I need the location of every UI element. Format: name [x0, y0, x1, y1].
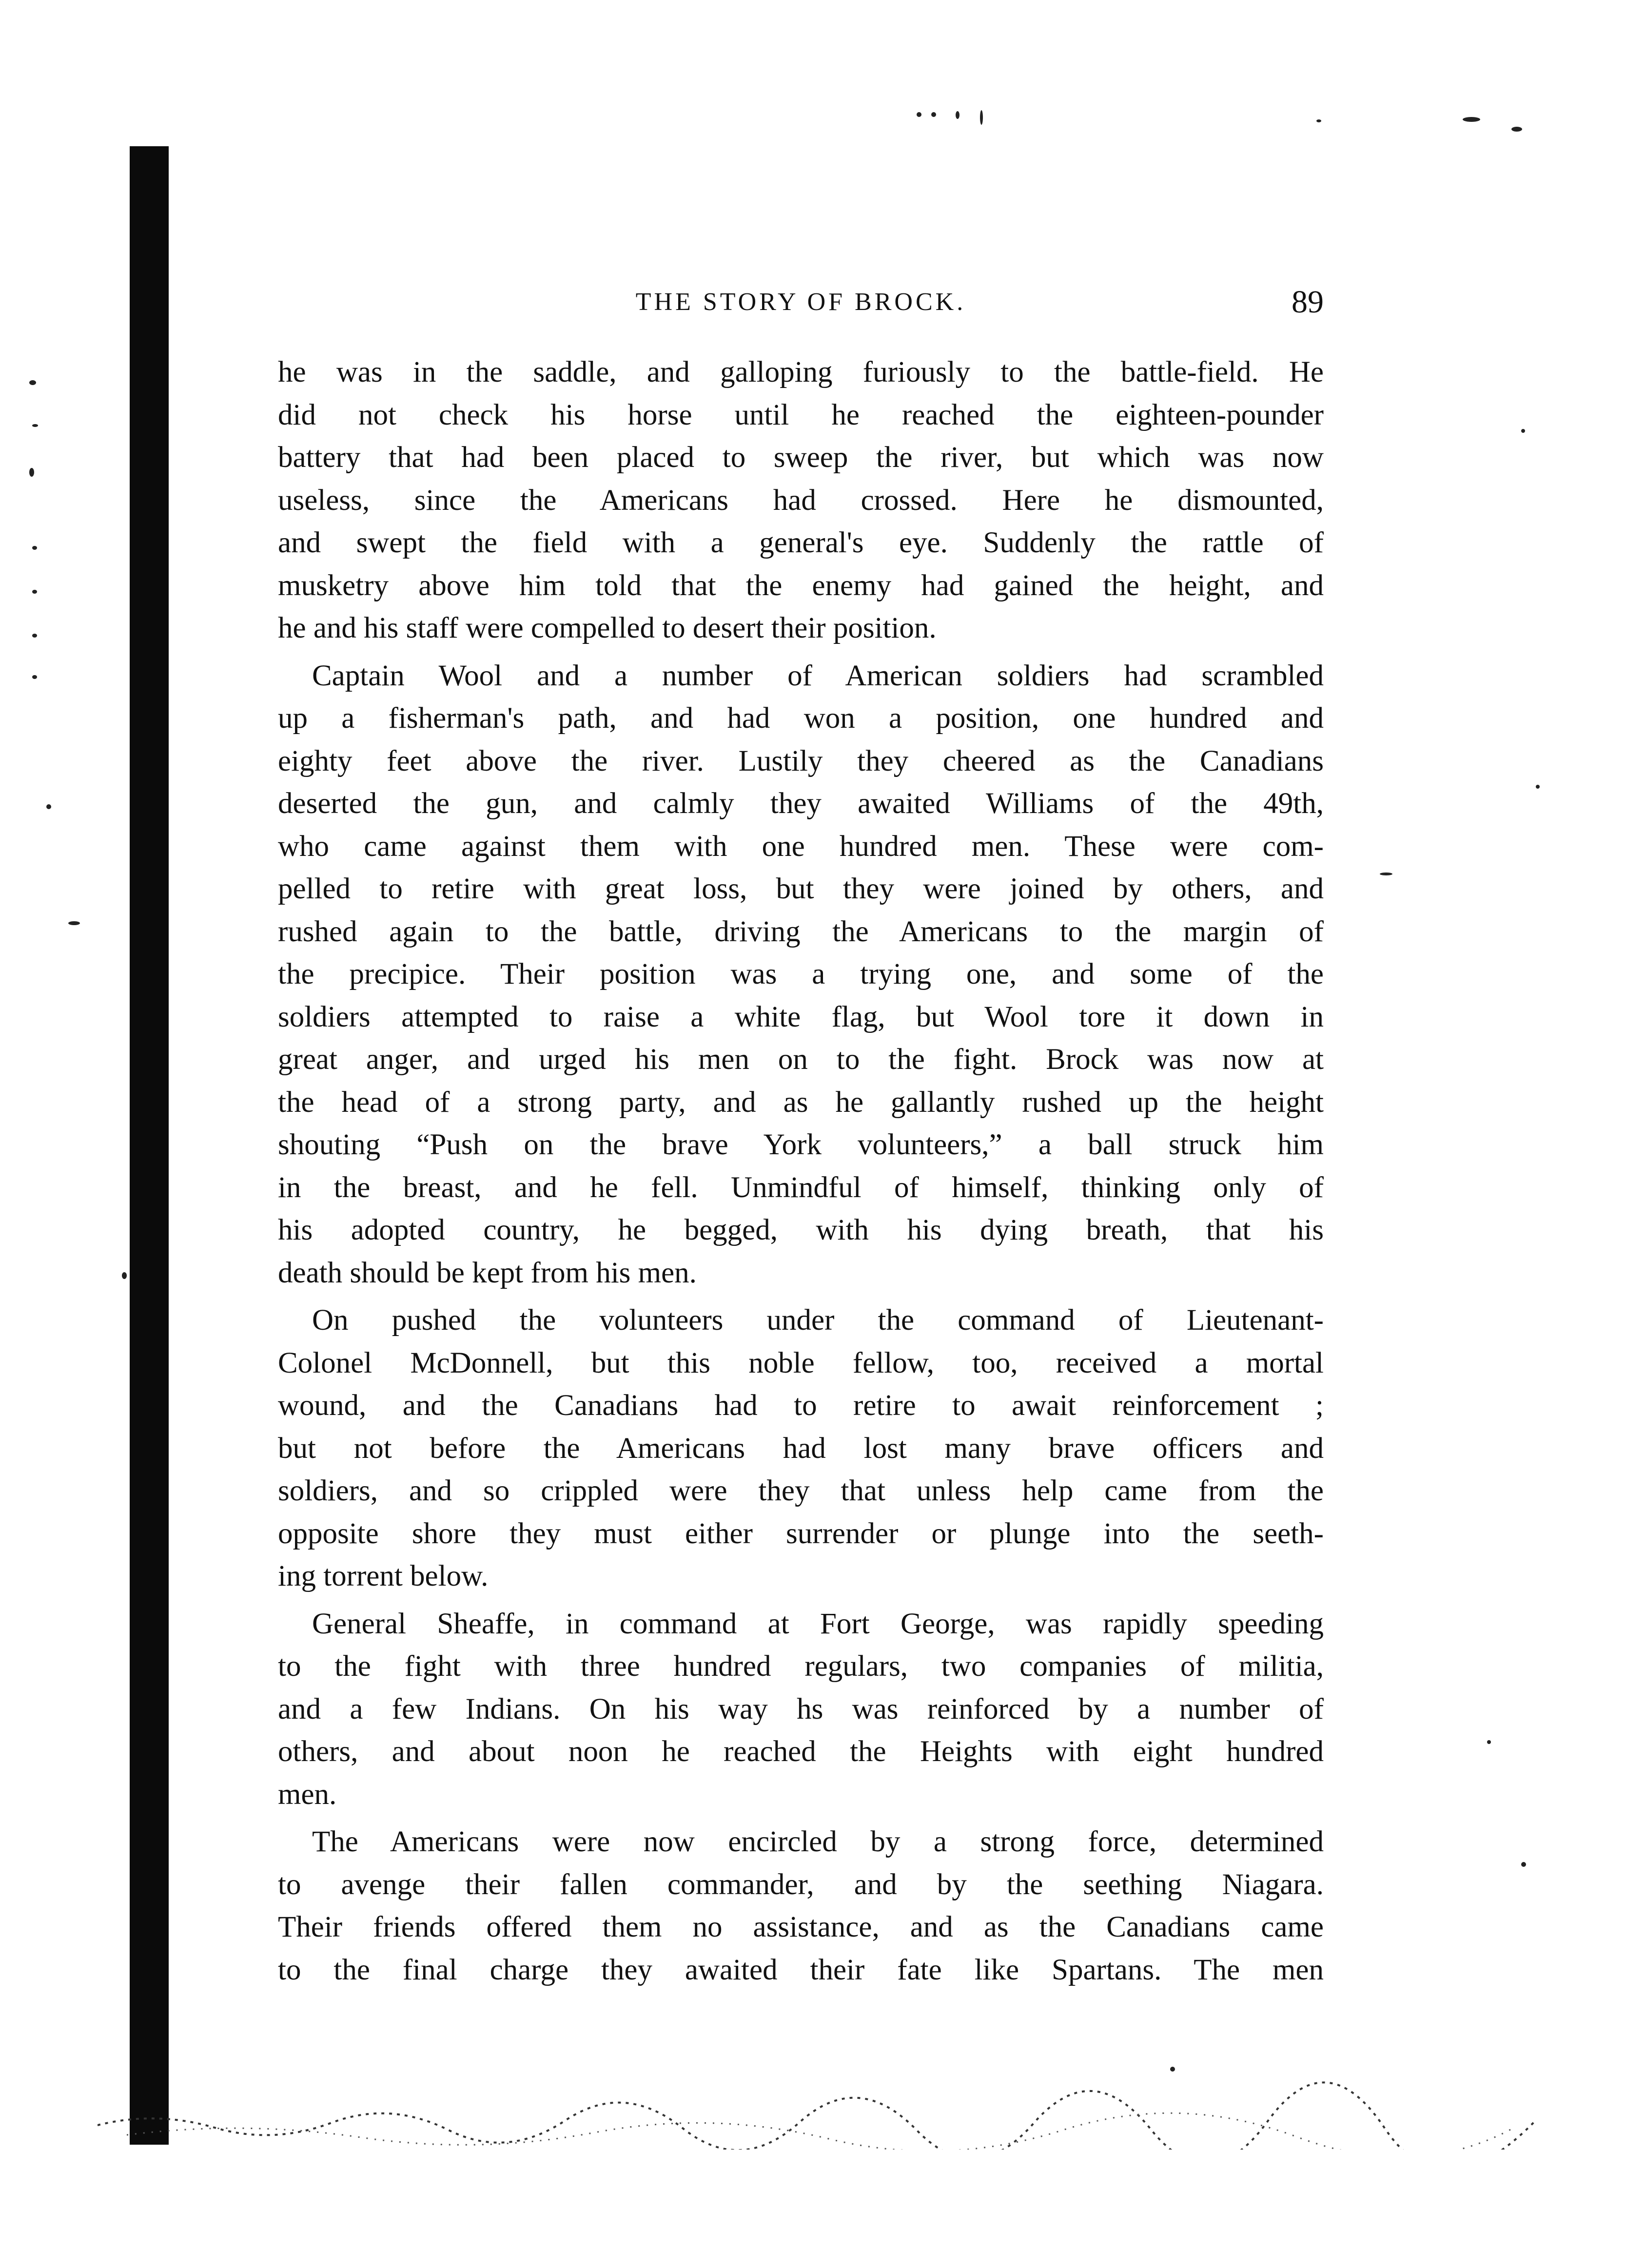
- text-line: wound, and the Canadians had to retire to await reinforcement ;: [278, 1389, 1324, 1422]
- text-line: ing torrent below.: [278, 1560, 489, 1592]
- scan-speck: [32, 675, 37, 679]
- scan-speck: [917, 112, 921, 117]
- text-line: he and his staff were compelled to desert their position.: [278, 612, 937, 644]
- text-line: to the fight with three hundred regulars, two companies of militia,: [278, 1650, 1324, 1683]
- running-title: THE STORY OF BROCK.: [635, 288, 966, 316]
- text-line: to avenge their fallen commander, and by the seething Niagara.: [278, 1868, 1324, 1901]
- scan-speck: [1487, 1740, 1491, 1744]
- text-line: and swept the field with a general's eye. Suddenly the rattle of: [278, 526, 1324, 559]
- text-line: others, and about noon he reached the Heights with eight hundred: [278, 1735, 1324, 1768]
- text-line: the precipice. Their position was a trying one, and some of the: [278, 958, 1324, 990]
- text-line: Colonel McDonnell, but this noble fellow, too, received a mortal: [278, 1346, 1324, 1379]
- scan-speck: [1463, 117, 1480, 122]
- scan-speck: [32, 634, 37, 638]
- scan-speck: [1316, 119, 1321, 122]
- scan-speck: [1170, 2067, 1175, 2072]
- paragraph-5: [278, 1821, 1324, 1991]
- binding-shadow: [130, 146, 169, 2145]
- scan-speck: [931, 112, 936, 117]
- scan-speck: [956, 111, 960, 119]
- text-line: battery that had been placed to sweep the river, but which was now: [278, 441, 1324, 474]
- scan-speck: [32, 546, 37, 550]
- text-line: his adopted country, he begged, with his dying breath, that his: [278, 1214, 1324, 1246]
- paragraph-4: [278, 1603, 1324, 1816]
- text-line: The Americans were now encircled by a strong force, determined: [312, 1825, 1324, 1858]
- paragraph-3: [278, 1299, 1324, 1598]
- scan-speck: [1521, 1862, 1526, 1867]
- scan-speck: [29, 468, 34, 477]
- scan-speck: [1536, 785, 1540, 789]
- text-line: up a fisherman's path, and had won a position, one hundred and: [278, 702, 1324, 735]
- text-line: opposite shore they must either surrender or plunge into the seeth-: [278, 1517, 1324, 1550]
- text-line: did not check his horse until he reached the eighteen-pounder: [278, 398, 1324, 431]
- paragraph-2: [278, 655, 1324, 1295]
- text-line: pelled to retire with great loss, but they were joined by others, and: [278, 872, 1324, 905]
- text-line: musketry above him told that the enemy had gained the height, and: [278, 569, 1324, 602]
- page-number: 89: [1292, 284, 1324, 320]
- scan-speck: [68, 921, 80, 925]
- text-line: On pushed the volunteers under the command of Lieutenant-: [312, 1304, 1324, 1337]
- text-line: the head of a strong party, and as he gallantly rushed up the height: [278, 1086, 1324, 1119]
- text-line: useless, since the Americans had crossed. Here he dismounted,: [278, 484, 1324, 517]
- text-line: soldiers, and so crippled were they that unless help came from the: [278, 1474, 1324, 1507]
- scan-speck: [1511, 127, 1522, 132]
- paragraph-1: [278, 351, 1324, 650]
- bottom-scan-noise: [98, 2081, 1536, 2150]
- text-line: Their friends offered them no assistance, and as the Canadians came: [278, 1911, 1324, 1943]
- text-line: Captain Wool and a number of American soldiers had scrambled: [312, 659, 1324, 692]
- body-text: [278, 351, 1324, 1991]
- text-line: eighty feet above the river. Lustily they cheered as the Canadians: [278, 744, 1324, 777]
- text-line: who came against them with one hundred men. These were com-: [278, 830, 1324, 863]
- page-header: [278, 280, 1324, 324]
- text-line: General Sheaffe, in command at Fort George, was rapidly speeding: [312, 1607, 1324, 1640]
- scan-speck: [29, 380, 36, 385]
- scan-speck: [32, 424, 38, 427]
- text-line: soldiers attempted to raise a white flag, but Wool tore it down in: [278, 1000, 1324, 1033]
- scan-speck: [1521, 429, 1525, 433]
- text-line: but not before the Americans had lost many brave officers and: [278, 1432, 1324, 1465]
- scan-speck: [46, 804, 51, 809]
- scan-speck: [32, 590, 37, 594]
- text-line: he was in the saddle, and galloping furiously to the battle-field. He: [278, 356, 1324, 388]
- text-line: death should be kept from his men.: [278, 1256, 697, 1289]
- text-line: men.: [278, 1778, 337, 1811]
- text-line: deserted the gun, and calmly they awaited Williams of the 49th,: [278, 787, 1324, 820]
- text-line: to the final charge they awaited their fate like Spartans. The men: [278, 1953, 1324, 1986]
- text-line: shouting “Push on the brave York volunteers,” a ball struck him: [278, 1128, 1324, 1161]
- text-line: rushed again to the battle, driving the Americans to the margin of: [278, 915, 1324, 948]
- text-line: in the breast, and he fell. Unmindful of himself, thinking only of: [278, 1171, 1324, 1204]
- scan-speck: [1380, 872, 1392, 875]
- text-line: and a few Indians. On his way hs was reinforced by a number of: [278, 1692, 1324, 1725]
- scan-speck: [980, 110, 983, 125]
- scan-speck: [122, 1272, 127, 1279]
- text-line: great anger, and urged his men on to the fight. Brock was now at: [278, 1043, 1324, 1076]
